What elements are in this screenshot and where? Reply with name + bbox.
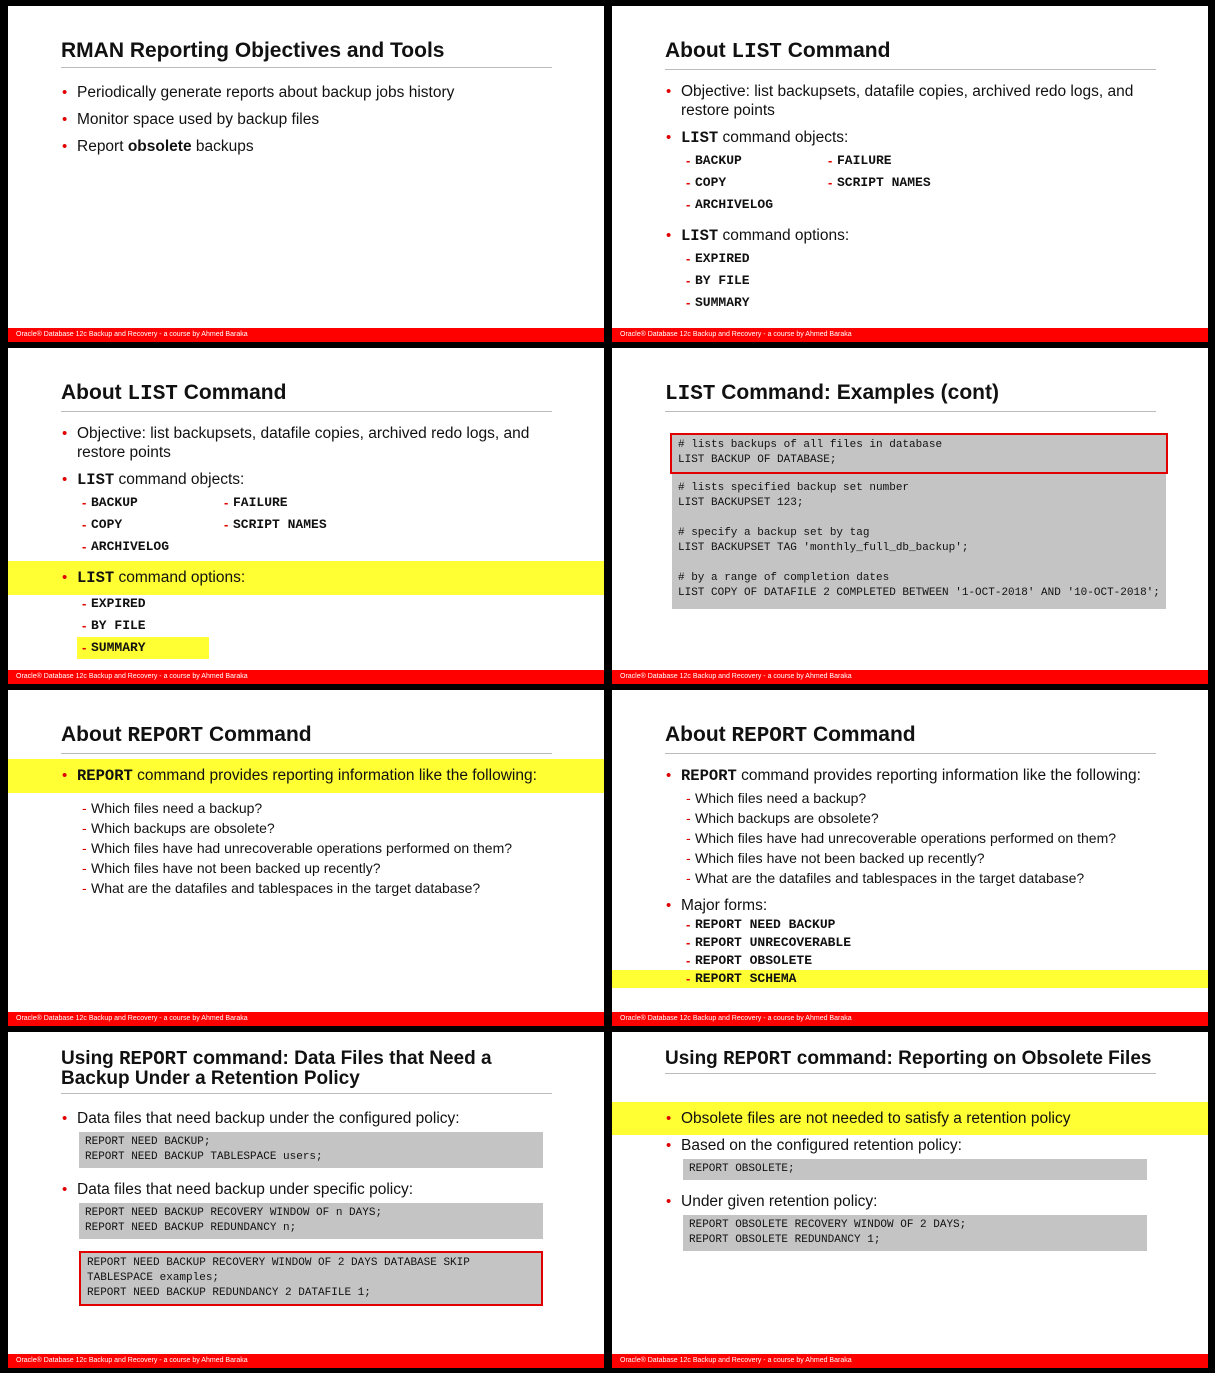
code-snippet: # specify a backup set by tag LIST BACKUPSET TAG 'monthly_full_db_backup'; — [678, 527, 969, 554]
bullet: • LIST command objects: — [61, 470, 561, 490]
bullet: • LIST command objects: — [665, 128, 1165, 148]
slide-title: LIST Command: Examples (cont) — [665, 381, 1156, 412]
bullet: • Monitor space used by backup files — [61, 110, 561, 129]
slide-7 — [8, 1032, 604, 1368]
footer: Oracle® Database 12c Backup and Recovery - a course by Ahmed Baraka — [8, 1012, 604, 1026]
slide-4 — [612, 348, 1208, 684]
list-item: - EXPIRED — [61, 593, 561, 615]
list-item: - Which backups are obsolete? — [665, 808, 1165, 828]
code-block — [672, 435, 1166, 609]
list-item: - ARCHIVELOG — [665, 194, 807, 216]
list-item-highlighted: - SUMMARY — [61, 637, 561, 659]
list-item: - Which files have not been backed up recently? — [665, 848, 1165, 868]
list-item: - Which backups are obsolete? — [61, 818, 561, 838]
code-block: REPORT NEED BACKUP; REPORT NEED BACKUP TABLESPACE users; — [79, 1132, 543, 1168]
list-item: - BY FILE — [61, 615, 561, 637]
list-item: - EXPIRED — [665, 248, 1165, 270]
bullet: • Objective: list backupsets, datafile copies, archived redo logs, and restore points — [665, 82, 1165, 120]
list-item-highlighted: - REPORT SCHEMA — [665, 970, 1165, 988]
code-block: REPORT OBSOLETE; — [683, 1159, 1147, 1180]
list-item: - REPORT OBSOLETE — [665, 952, 1165, 970]
footer: Oracle® Database 12c Backup and Recovery - a course by Ahmed Baraka — [612, 1354, 1208, 1368]
slide-title: Using REPORT command: Data Files that Need a Backup Under a Retention Policy — [61, 1049, 552, 1094]
bullet: • LIST command options: — [665, 226, 1165, 246]
list-item: - REPORT UNRECOVERABLE — [665, 934, 1165, 952]
bullet: • Under given retention policy: — [665, 1192, 1165, 1211]
footer: Oracle® Database 12c Backup and Recovery - a course by Ahmed Baraka — [612, 1012, 1208, 1026]
list-item: - COPY — [61, 514, 203, 536]
bullet: • Periodically generate reports about backup jobs history — [61, 83, 561, 102]
bullet: • Data files that need backup under the configured policy: — [61, 1109, 561, 1128]
list-item: - Which files need a backup? — [665, 788, 1165, 808]
slide-6 — [612, 690, 1208, 1026]
list-item: - SCRIPT NAMES — [807, 172, 1007, 194]
footer: Oracle® Database 12c Backup and Recovery - a course by Ahmed Baraka — [8, 328, 604, 342]
list-item: - What are the datafiles and tablespaces in the target database? — [665, 868, 1165, 888]
footer: Oracle® Database 12c Backup and Recovery - a course by Ahmed Baraka — [8, 670, 604, 684]
list-item: - ARCHIVELOG — [61, 536, 203, 558]
bullet: • Based on the configured retention policy: — [665, 1136, 1165, 1155]
list-item: - REPORT NEED BACKUP — [665, 916, 1165, 934]
code-block: REPORT OBSOLETE RECOVERY WINDOW OF 2 DAYS; REPORT OBSOLETE REDUNDANCY 1; — [683, 1215, 1147, 1251]
list-item: - Which files have had unrecoverable operations performed on them? — [665, 828, 1165, 848]
bullet: • Objective: list backupsets, datafile copies, archived redo logs, and restore points — [61, 424, 561, 462]
slide-2 — [612, 6, 1208, 342]
slide-title: About REPORT Command — [61, 723, 552, 754]
list-item: - BACKUP — [665, 150, 807, 172]
list-item: - Which files need a backup? — [61, 798, 561, 818]
slide-title: About LIST Command — [61, 381, 552, 412]
slide-3 — [8, 348, 604, 684]
code-block-highlighted: REPORT NEED BACKUP RECOVERY WINDOW OF 2 DAYS DATABASE SKIP TABLESPACE examples; REPORT NEED BACKUP REDUNDANCY 2 DATAFILE 1; — [79, 1251, 543, 1306]
bullet-highlighted: • LIST command options: — [61, 568, 561, 588]
slide-title: Using REPORT command: Reporting on Obsolete Files — [665, 1049, 1156, 1074]
slide-title: RMAN Reporting Objectives and Tools — [61, 39, 552, 68]
footer: Oracle® Database 12c Backup and Recovery - a course by Ahmed Baraka — [8, 1354, 604, 1368]
list-item: - BY FILE — [665, 270, 1165, 292]
list-item: - FAILURE — [203, 492, 403, 514]
code-block-highlighted: # lists backups of all files in database LIST BACKUP OF DATABASE; — [670, 433, 1168, 474]
list-item: - What are the datafiles and tablespaces in the target database? — [61, 878, 561, 898]
slide-title: About LIST Command — [665, 39, 1156, 70]
bullet: • REPORT command provides reporting information like the following: — [665, 766, 1165, 786]
bullet: • Data files that need backup under specific policy: — [61, 1180, 561, 1199]
code-block: REPORT NEED BACKUP RECOVERY WINDOW OF n DAYS; REPORT NEED BACKUP REDUNDANCY n; — [79, 1203, 543, 1239]
slide-1 — [8, 6, 604, 342]
bullet: • Major forms: — [665, 896, 1165, 915]
list-item: - SCRIPT NAMES — [203, 514, 403, 536]
list-item: - SUMMARY — [665, 292, 1165, 314]
footer: Oracle® Database 12c Backup and Recovery - a course by Ahmed Baraka — [612, 328, 1208, 342]
footer: Oracle® Database 12c Backup and Recovery - a course by Ahmed Baraka — [612, 670, 1208, 684]
code-snippet: # lists specified backup set number LIST BACKUPSET 123; — [678, 482, 910, 509]
bullet-highlighted: • Report obsolete backups — [61, 137, 561, 156]
code-snippet: # by a range of completion dates LIST COPY OF DATAFILE 2 COMPLETED BETWEEN '1-OCT-2018' AND '10-OCT-2018'; — [678, 572, 1160, 599]
list-item: - BACKUP — [61, 492, 203, 514]
list-item: - FAILURE — [807, 150, 1007, 172]
bullet-highlighted: • REPORT command provides reporting information like the following: — [61, 766, 561, 786]
list-item: - COPY — [665, 172, 807, 194]
slide-title: About REPORT Command — [665, 723, 1156, 754]
list-item: - Which files have had unrecoverable operations performed on them? — [61, 838, 561, 858]
bullet-highlighted: • Obsolete files are not needed to satisfy a retention policy — [665, 1109, 1165, 1128]
list-item: - Which files have not been backed up recently? — [61, 858, 561, 878]
slide-5 — [8, 690, 604, 1026]
slide-8 — [612, 1032, 1208, 1368]
